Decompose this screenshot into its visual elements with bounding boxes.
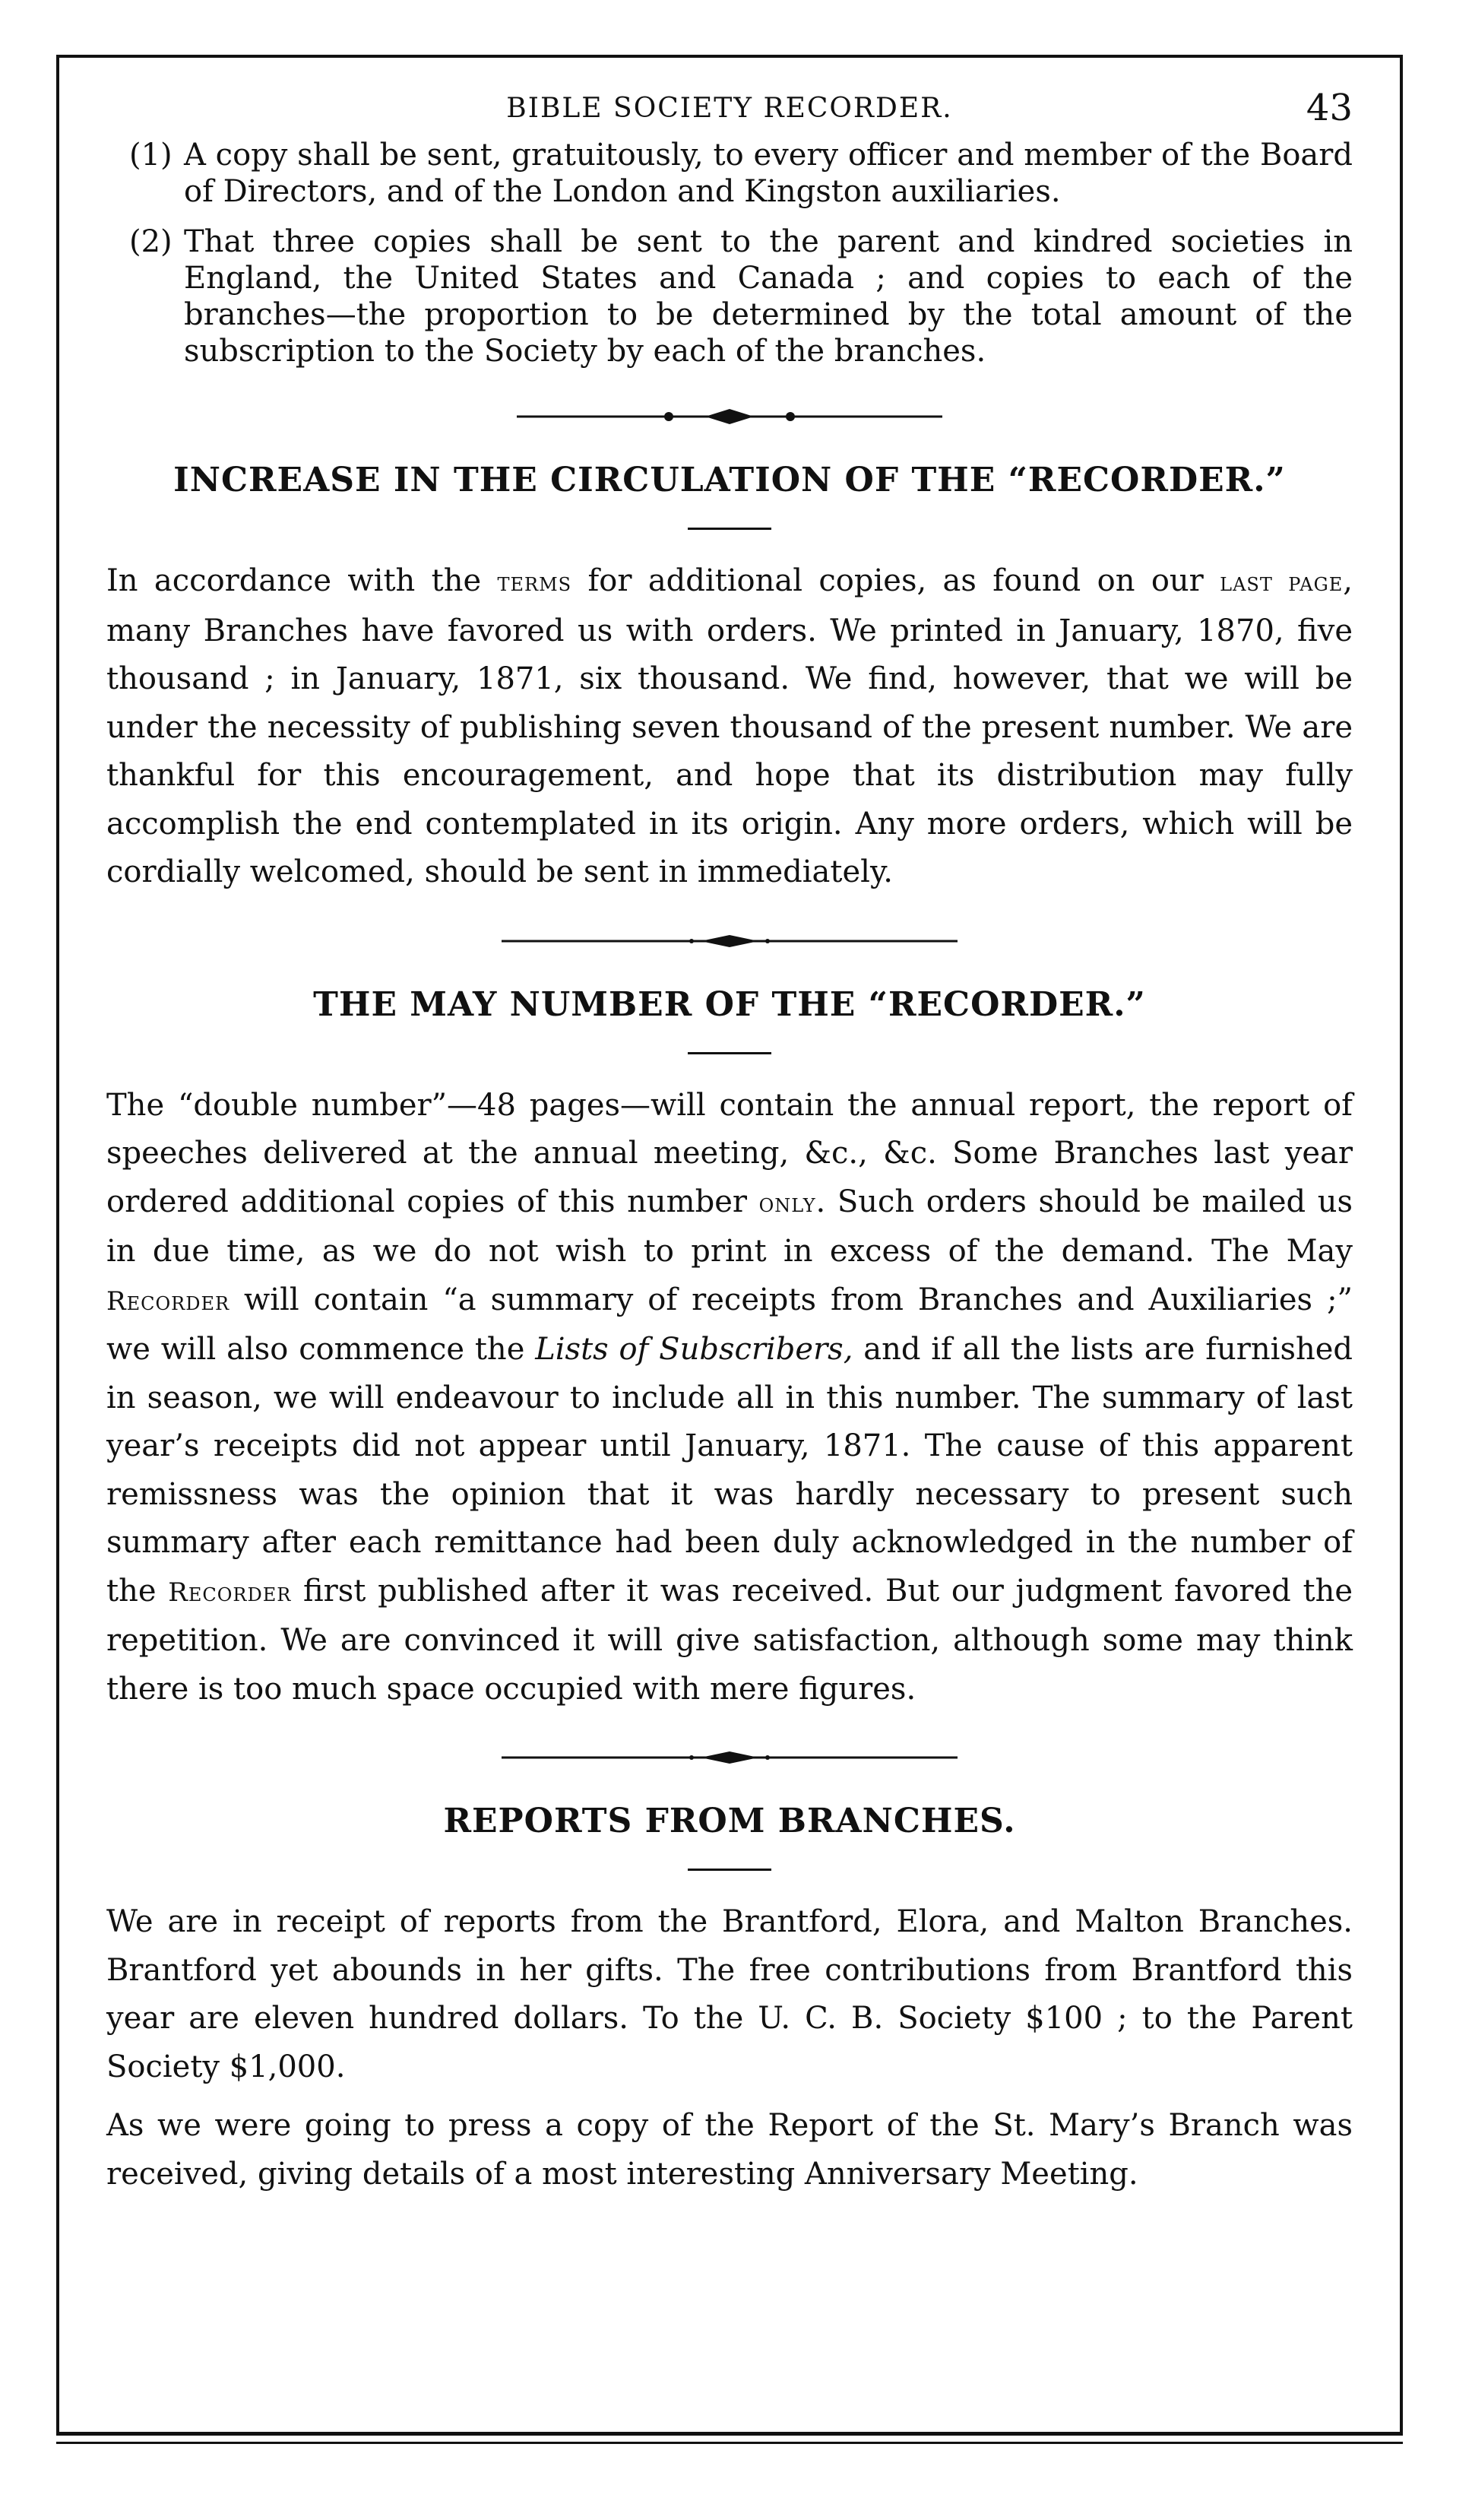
- heading-rule: [688, 1869, 771, 1871]
- list-item-text: That three copies shall be sent to the parent and kindred societies in England, the United States and Canada ; and copies to each of the branches—the proportion to be determined by the total amount of the subscription to the Society by each of the branches.: [184, 224, 1353, 369]
- italic-text: Lists of Subscribers,: [535, 1332, 853, 1367]
- heading-rule: [688, 528, 771, 530]
- small-caps-text: last page: [1220, 567, 1344, 598]
- section-heading: REPORTS FROM BRANCHES.: [443, 1802, 1016, 1840]
- small-caps-text: Recorder: [106, 1285, 230, 1317]
- text-run: The “double number”—48 pages—will contain the annual report, the report of speeches delivered at the annual meeting, &c., &c. Some Branches last year ordered additional copies of this number: [106, 1087, 1353, 1219]
- heading-rule: [688, 1052, 771, 1054]
- ornament-rule-icon: [502, 1748, 958, 1767]
- ornamental-divider: [106, 920, 1353, 962]
- text-run: for additional copies, as found on our: [571, 563, 1220, 598]
- small-caps-text: Recorder: [168, 1577, 292, 1608]
- paragraph: As we were going to press a copy of the Report of the St. Mary’s Branch was received, giving details of a most interesting Anniversary Meeting.: [106, 2108, 1353, 2192]
- section-heading: INCREASE IN THE CIRCULATION OF THE “RECORDER.”: [173, 461, 1286, 499]
- ornament-rule-icon: [502, 932, 958, 950]
- text-run: In accordance with the: [106, 563, 498, 598]
- page-number: 43: [1306, 87, 1353, 129]
- list-item-text: A copy shall be sent, gratuitously, to every officer and member of the Board of Directors, and of the London and Kingston auxiliaries.: [184, 138, 1353, 209]
- text-run: first published after it was received. But our judgment favored the repetition. We are convinced it will give satisfaction, although some may think there is too much space occupied with mere figures.: [106, 1573, 1353, 1707]
- ornamental-divider: [106, 1736, 1353, 1779]
- text-run: , many Branches have favored us with orders. We printed in January, 1870, five thousand ; in January, 1871, six thousand. We find, however, that we will be under the necessity of publishing seven thousand of the present number. We are thankful for this encouragement, and hope that its distribution may fully accomplish the end contemplated in its origin. Any more orders, which will be cordially welcomed, should be sent in immediately.: [106, 563, 1353, 889]
- section-heading: THE MAY NUMBER OF THE “RECORDER.”: [313, 984, 1146, 1024]
- paragraph: [106, 557, 1353, 897]
- list-item-number: (1): [129, 138, 173, 173]
- list-item: [106, 137, 1353, 210]
- text-run: will contain “a summary of receipts from Branches and Auxiliaries ;” we will also commence the: [106, 1282, 1353, 1367]
- running-title: BIBLE SOCIETY RECORDER.: [506, 93, 953, 124]
- paragraph: [106, 1082, 1353, 1714]
- text-run: . Such orders should be mailed us in due time, as we do not wish to print in excess of the demand. The May: [106, 1184, 1353, 1269]
- list-item-number: (2): [129, 224, 173, 259]
- ornament-rule-icon: [517, 405, 942, 428]
- page-content: [106, 67, 1353, 2198]
- small-caps-text: terms: [497, 567, 572, 598]
- paragraph: We are in receipt of reports from the Brantford, Elora, and Malton Branches. Brantford yet abounds in her gifts. The free contributions from Brantford this year are eleven hundred dollars. To the U. C. B. Society $100 ; to the Parent Society $1,000.: [106, 1904, 1353, 2084]
- bottom-rule: [56, 2442, 1403, 2444]
- running-header: [106, 67, 1353, 137]
- small-caps-text: only: [758, 1187, 816, 1219]
- list-item: [106, 223, 1353, 369]
- ornamental-divider: [106, 395, 1353, 438]
- text-run: and if all the lists are furnished in season, we will endeavour to include all in this number. The summary of last year’s receipts did not appear until January, 1871. The cause of this apparent remissness was the opinion that it was hardly necessary to present such summary after each remittance had been duly acknowledged in the number of the: [106, 1332, 1353, 1609]
